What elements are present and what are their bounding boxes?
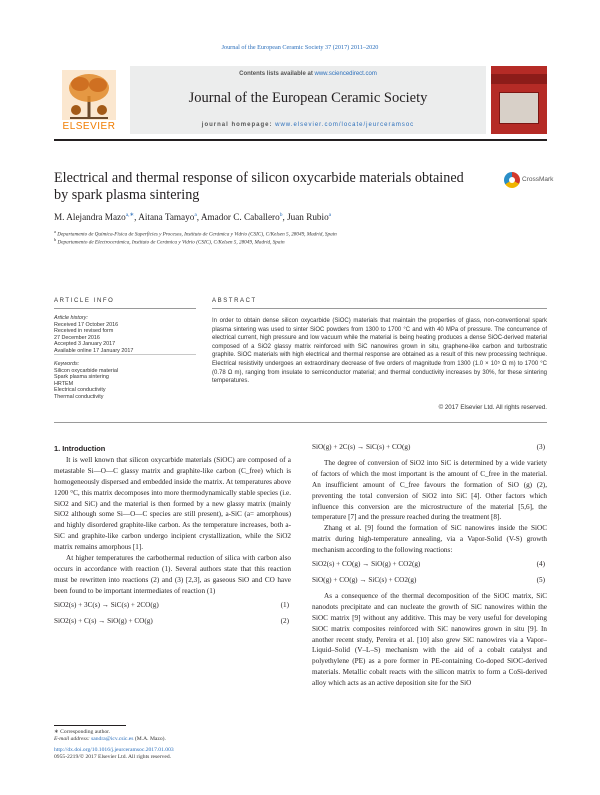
doi-line	[54, 747, 291, 754]
author-name[interactable]: M. Alejandra Mazo	[54, 212, 126, 223]
contents-prefix: Contents lists available at	[239, 71, 313, 77]
equation-text: SiO2(s) + C(s) → SiO(g) + CO(g)	[54, 616, 153, 625]
footnote-rule	[54, 725, 126, 726]
paragraph: The degree of conversion of SiO2 into SiC is determined by a wide variety of factors of which the most important is the amount of C_free in the material. An insufficient amount of C_free favours the formation of SiO (g) (2), preventing the total conversion of SiO2 into SiC [4]. Other factors which influence this conversion are the microstructure of the material [5,6], the temperature [7] and the pressure reached during the treatment [8].	[312, 458, 547, 522]
article-history	[54, 315, 196, 355]
equation-number: (1)	[280, 600, 289, 609]
email-label: E-mail address:	[54, 736, 90, 742]
abstract-rule	[212, 308, 547, 309]
publisher-name: ELSEVIER	[62, 121, 116, 132]
affiliation-text: Departamento de Electrocerámica, Instituto de Cerámica y Vidrio (CSIC), C/Kelsen 5, 28049, Madrid, Spain	[57, 239, 285, 246]
author-name[interactable]: Juan Rubio	[287, 212, 329, 223]
body-right-column	[312, 442, 547, 689]
abstract-heading: ABSTRACT	[212, 298, 257, 304]
keywords-label: Keywords:	[54, 361, 80, 367]
author-affiliation-mark[interactable]: b	[279, 212, 283, 218]
keyword: Thermal conductivity	[54, 393, 104, 400]
history-line: 27 December 2016	[54, 334, 100, 341]
equation-number: (3)	[536, 443, 545, 451]
author-list: M. Alejandra Mazo$^{a,∗}$, Aitana Tamayo$^a$, Amador C. Caballero$^b$, Juan Rubio$^a$	[54, 212, 332, 223]
article-info-heading: ARTICLE INFO	[54, 298, 115, 304]
sciencedirect-link[interactable]: www.sciencedirect.com	[314, 71, 377, 77]
equation-number: (2)	[280, 616, 289, 625]
doi-link[interactable]: http://dx.doi.org/10.1016/j.jeurceramsoc.2017.01.003	[54, 747, 174, 753]
equation	[54, 616, 291, 627]
history-line: Accepted 3 January 2017	[54, 341, 116, 348]
email-link[interactable]: sandra@icv.csic.es	[91, 736, 134, 742]
equation-text: SiO(g) + CO(g) → SiC(s) + CO2(g)	[312, 575, 417, 584]
equation	[54, 600, 291, 611]
cover-band	[491, 74, 547, 84]
paragraph: As a consequence of the thermal decomposition of the SiOC matrix, SiC nanodots precipitate and can nucleate the growth of SiC nanowires within the SiOC matrix [9] without any additive. This may be very useful for developing SiOC matrix composites reinforced with SiC nanowires grown in situ [9]. In another recent study, Pereira et al. [10] also grew SiC nanowires via a Vapor–Liquid–Solid (V–L–S) mechanism with the aid of a cobalt catalyst and polyethylene (PE) as a pore former in PE-containing Co-doped SiOC-derived materials. Metallic cobalt reacts with the silicon matrix to form a CoSi-derived alloy which acts as an active deposition site for the SiO	[312, 591, 547, 688]
keyword: HRTEM	[54, 380, 74, 387]
crossmark-badge[interactable]	[504, 172, 554, 194]
cover-image	[499, 92, 539, 124]
elsevier-logo[interactable]	[54, 66, 124, 134]
contents-line	[130, 71, 486, 77]
affiliation-mark: a	[54, 229, 56, 234]
journal-title: Journal of the European Ceramic Society	[188, 90, 428, 106]
author-name[interactable]: Amador C. Caballero	[200, 212, 280, 223]
copyright: © 2017 Elsevier Ltd. All rights reserved.	[438, 404, 547, 411]
masthead-center	[130, 66, 486, 134]
journal-homepage-link[interactable]: www.elsevier.com/locate/jeurceramsoc	[275, 122, 415, 128]
corresponding-author-note: ∗ Corresponding author.	[54, 729, 111, 735]
history-label: Article history:	[54, 315, 88, 321]
info-divider	[54, 354, 196, 355]
equation-number: (4)	[536, 560, 545, 569]
email-line	[54, 736, 291, 743]
section-heading: 1. Introduction	[54, 444, 106, 453]
affiliation-text: Departamento de Química-Física de Superficies y Procesos, Instituto de Cerámica y Vidrio (CSIC), C/Kelsen 5, 28049, Madrid, Spain	[57, 231, 337, 238]
info-rule	[54, 308, 196, 309]
article-title: Electrical and thermal response of silicon oxycarbide materials obtained by spark plasma sintering	[54, 170, 464, 203]
author-affiliation-mark[interactable]: a	[194, 212, 197, 218]
homepage-prefix: journal homepage:	[201, 122, 273, 128]
equation-text: SiO2(s) + 3C(s) → SiC(s) + 2CO(g)	[54, 600, 159, 609]
email-suffix: (M.A. Mazo).	[134, 736, 166, 742]
crossmark-icon	[504, 172, 520, 188]
keyword: Spark plasma sintering	[54, 374, 109, 381]
affiliation	[54, 237, 547, 246]
masthead-rule	[54, 139, 547, 141]
footnotes	[54, 729, 291, 761]
equation-text: SiO(g) + 2C(s) → SiC(s) + CO(g)	[312, 443, 411, 451]
keywords	[54, 361, 196, 401]
equation	[312, 559, 547, 570]
homepage-line	[130, 122, 486, 128]
running-head[interactable]: Journal of the European Ceramic Society 37 (2017) 2011–2020	[221, 44, 379, 51]
crossmark-label: CrossMark	[522, 176, 554, 183]
abstract-bottom-rule	[54, 422, 547, 423]
history-line: Available online 17 January 2017	[54, 347, 134, 354]
journal-cover-thumbnail[interactable]	[491, 66, 547, 134]
history-line: Received in revised form	[54, 328, 114, 335]
paragraph: It is well known that silicon oxycarbide materials (SiOC) are composed of a metastable Si—O—C glassy matrix and graphite-like carbon (C_free) which is homogeneously dispersed and embedded inside the matrix. At temperatures above 1200 °C, this matrix decomposes into more thermodynamically stable species (i.e. SiO2 and SiC) and the material is then formed by a new glassy matrix (mainly SiO2 although some Si—O—C species are still present), a-SiC (a= amorphous) and highly disordered graphite-like carbon. As the temperature increases, both a-SiC and graphite-like carbon undergo incipient crystallization, while the SiO2 matrix remains amorphous [1].	[54, 455, 291, 552]
issn-line: 0955-2219/© 2017 Elsevier Ltd. All rights reserved.	[54, 754, 172, 760]
body-left-column	[54, 444, 291, 632]
paragraph: Zhang et al. [9] found the formation of SiC nanowires inside the SiOC matrix during high-temperature annealing, via a Vapor-Solid (V-S) growth mechanism according to the following reactions:	[312, 524, 547, 555]
author-affiliation-mark[interactable]: a,∗	[125, 212, 135, 218]
history-line: Received 17 October 2016	[54, 321, 119, 328]
abstract-text: In order to obtain dense silicon oxycarbide (SiOC) materials that maintain the properties of glass, non-conventional spark plasma sintering was used to sinter SiOC powders from 1300 to 1700 °C and with 40 MPa of pressure. The concurrence of electrical current, high pressure and low vacuum while the material is being heating produces a dense SiOC-derived material composed of a SiO2 glassy matrix reinforced with SiC nanowires grown in situ, graphene-like carbon and turbostratic graphite. SiOC materials with high electrical and thermal response are obtained as a result of this new processing technique. Electrical resistivity undergoes an extraordinary decrease of five orders of magnitude from 1300 (1.0 × 10⁵ Ω m) to 1700 °C (0.78 Ω m), ranging from insulate to semiconductor material; and thermal conductivity increases by 30%, for these sintering temperatures.	[212, 318, 547, 385]
keyword: Electrical conductivity	[54, 387, 106, 394]
equation	[312, 442, 547, 453]
author-name[interactable]: Aitana Tamayo	[138, 212, 195, 223]
keyword: Silicon oxycarbide material	[54, 367, 119, 374]
paragraph: At higher temperatures the carbothermal reduction of silica with carbon also occurs in accordance with reaction (1). Several authors state that this reaction must be rewritten into reactions (2) and (3) [2,3], as gaseous SiO and CO have been found to be important intermediates of reaction (1)	[54, 554, 291, 595]
equation-text: SiO2(s) + CO(g) → SiO(g) + CO2(g)	[312, 560, 421, 569]
author-affiliation-mark[interactable]: a	[328, 212, 332, 218]
equation-number: (5)	[536, 575, 545, 584]
elsevier-tree-icon	[62, 70, 116, 120]
affiliation-mark: b	[54, 237, 57, 242]
journal-masthead	[54, 66, 547, 134]
equation	[312, 575, 547, 586]
